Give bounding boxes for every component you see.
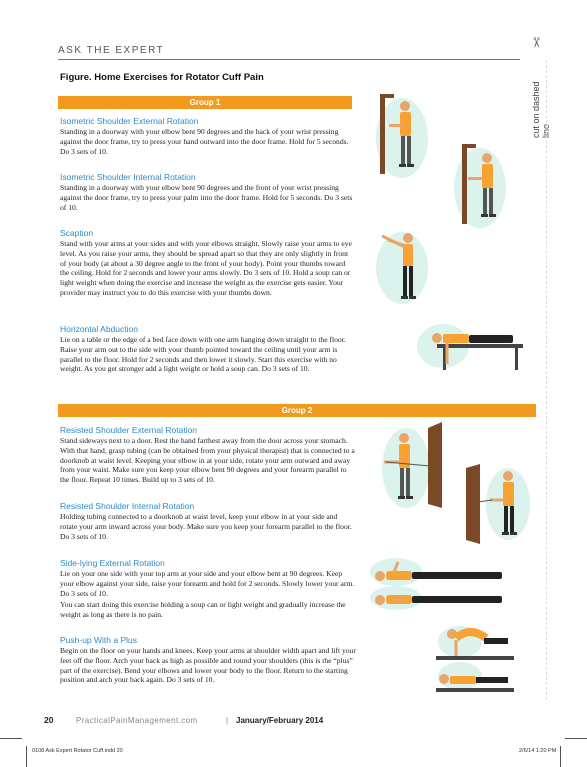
exercise-title: Horizontal Abduction: [60, 324, 138, 334]
exercise-note: You can start doing this exercise holding a soup can or light weight and gradually increase the weight as long as there is no pain.: [60, 600, 346, 619]
section-header: ASK THE EXPERT: [58, 45, 165, 56]
cut-line-label: cut on dashed line: [531, 81, 551, 138]
exercise-description: Lie on your one side with your top arm at your side and your elbow bent at 90 degrees. Keep your elbow against your side, raise your forearm and hold for 2 seconds. Slowly lower your arm. Do 3 sets of 10.: [60, 569, 355, 598]
exercise-title: Isometric Shoulder External Rotation: [60, 116, 199, 126]
header-rule: [58, 59, 520, 60]
crop-mark-icon: [565, 738, 587, 739]
internal-rotation-doorway-illustration: [450, 140, 510, 232]
exercise-description: Stand sideways next to a door. Rest the hand farthest away from the door across your stomach. With that hand, grasp tubing (can be obtained from your physical therapist) that is connected to a doorknob at waist level. Keeping your elbow in at your side, rotate your arm outward and away from your waist. Make sure you keep your elbow bent 90 degrees and your forearm parallel to the floor. Repeat 10 times. Build up to 3 sets of 10.: [60, 436, 355, 485]
print-slug-timestamp: 2/6/14 1:20 PM: [519, 748, 557, 754]
group-2-bar: Group 2: [58, 404, 536, 417]
cut-dashed-line: [546, 60, 547, 700]
scaption-illustration: [374, 226, 434, 306]
exercise-title: Side-lying External Rotation: [60, 558, 165, 568]
page-number: 20: [44, 715, 54, 725]
exercise-title: Push-up With a Plus: [60, 635, 138, 645]
exercise-title: Resisted Shoulder Internal Rotation: [60, 501, 195, 511]
exercise-title: Isometric Shoulder Internal Rotation: [60, 172, 196, 182]
figure-title: Figure. Home Exercises for Rotator Cuff Pain: [60, 72, 264, 83]
scissors-icon: ✂: [527, 36, 543, 49]
resisted-internal-rotation-illustration: [462, 462, 532, 546]
external-rotation-doorway-illustration: [372, 90, 432, 182]
push-up-plus-illustration: [434, 624, 516, 694]
side-lying-external-rotation-illustration: [366, 556, 516, 610]
resisted-external-rotation-illustration: [380, 420, 450, 512]
issue-date: January/February 2014: [236, 716, 324, 725]
crop-mark-icon: [560, 746, 561, 767]
exercise-description: Holding tubing connected to a doorknob at waist level, keep your elbow in at your side and rotate your arm inward across your body. Make sure you keep your forearm parallel to the floor. Do 3 sets of 10.: [60, 512, 352, 541]
website-url: PracticalPainManagement.com: [76, 716, 198, 725]
exercise-description: Begin on the floor on your hands and knees. Keep your arms at shoulder width apart and lift your feet off the floor. Arch your back as high as possible and round your shoulders (this is the “plus” part of the exercise). Bend your elbows and lower your body to the floor. Return to the starting position and arch your back again. Do 3 sets of 10.: [60, 646, 356, 685]
exercise-description: Standing in a doorway with your elbow bent 90 degrees and the back of your wrist pressing against the door frame, try to press your hand outward into the door frame. Hold for 5 seconds. Do 3 sets of 10.: [60, 127, 349, 156]
exercise-description: Lie on a table or the edge of a bed face down with one arm hanging down straight to the floor. Raise your arm out to the side with your thumb pointed toward the ceiling until your arm is parallel to the floor. Hold for 2 seconds and then lower it slowly. Start this exercise with no weight. As you get stronger add a light weight or hold a soup can. Do 3 sets of 10.: [60, 335, 346, 374]
crop-mark-icon: [26, 746, 27, 767]
exercise-description: Stand with your arms at your sides and with your elbows straight. Slowly raise your arms to eye level. As you raise your arms, they should be spread apart so that they are only slightly in front of your body (at about a 30 degree angle to the front of your body). Point your thumbs toward the ceiling. Hold for 2 seconds and lower your arms slowly. Do 3 sets of 10. Hold a soup can or light weight when doing the exercise and increase the weight as the exercise gets easier. Your provider may instruct you to do this exercise with your thumbs down.: [60, 239, 352, 297]
exercise-description: Standing in a doorway with your elbow bent 90 degrees and the front of your wrist pressing against the door frame, try to press your palm into the door frame. Hold for 5 seconds. Do 3 sets of 10.: [60, 183, 353, 212]
footer-separator: |: [226, 716, 229, 725]
exercise-title: Scaption: [60, 228, 94, 238]
group-1-bar: Group 1: [58, 96, 352, 109]
crop-mark-icon: [0, 738, 22, 739]
exercise-title: Resisted Shoulder External Rotation: [60, 425, 198, 435]
print-slug-file: 0108 Ask Expert Rotator Cuff.indd 20: [32, 748, 123, 754]
horizontal-abduction-illustration: [413, 320, 525, 372]
